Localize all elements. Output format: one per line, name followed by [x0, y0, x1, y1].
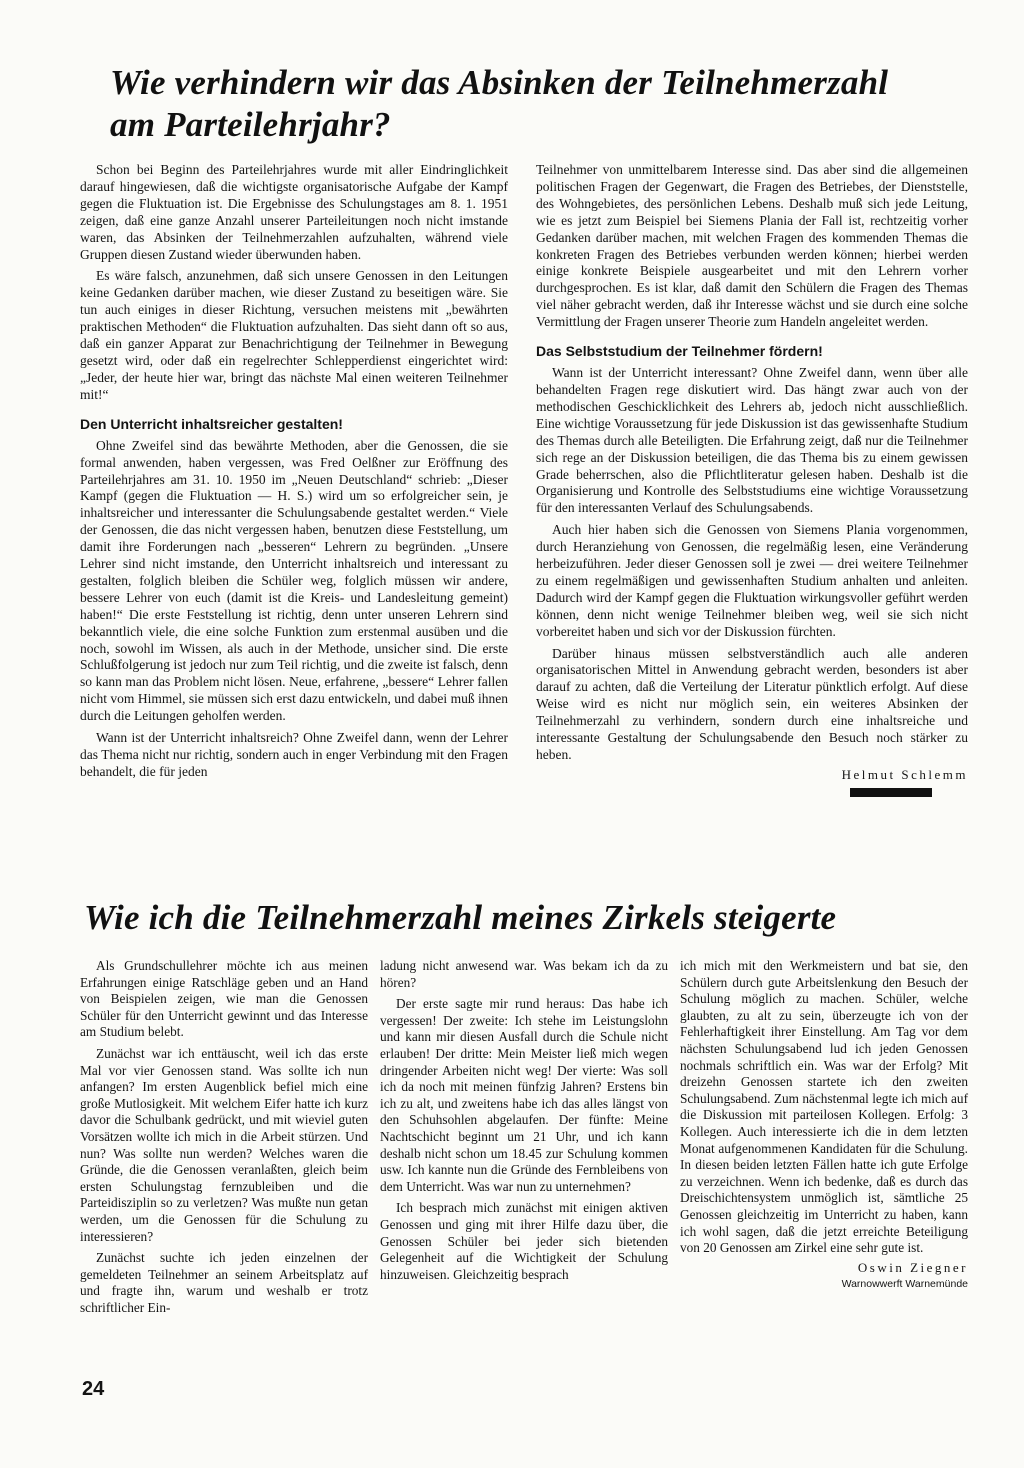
- paragraph: Der erste sagte mir rund heraus: Das habe ich vergessen! Der zweite: Ich stehe im Leistungslohn und kann mir diesen Ausfall durch die Schule nicht erlauben! Der dritte: Mein Meister ließ mich wegen dringender Arbeiten nicht weg! Der vierte: Was soll ich da noch mit meinen fünfzig Jahren? Erstens bin ich zu alt, und zweitens habe ich das alles längst von den Schuhsohlen abgelaufen. Der fünfte: Meine Nachtschicht beginnt um 21 Uhr, und ich kann deshalb nicht schon um 18.45 zur Schulung kommen usw. Ich kannte nun die Gründe des Fernbleibens von dem Unterricht. Was war nun zu unternehmen?: [380, 996, 668, 1194]
- paragraph: Ohne Zweifel sind das bewährte Methoden, aber die Genossen, die sie formal anwenden, haben vergessen, was Fred Oelßner zur Eröffnung des Parteilehrjahres am 31. 10. 1950 im „Neuen Deutschland“ schrieb: „Dieser Kampf (gegen die Fluktuation — H. S.) wird um so erfolgreicher sein, je inhaltsreicher und interessanter die Schulungsabende gestaltet werden.“ Viele der Genossen, die das nicht vergessen haben, benutzen diese Feststellung, um damit ihre Forderungen nach „besseren“ Lehrern zu begründen. „Unsere Lehrer sind nicht imstande, den Unterricht inhaltsreich und interessant zu gestalten, folglich bleiben die Schüler weg, folglich müssen wir andere, bessere Lehrer von euch (damit ist die Kreis- und Landesleitung gemeint) haben!“ Die erste Feststellung ist richtig, denn unter unseren Lehrern sind bekanntlich viele, die eine solche Funktion zum erstenmal ausüben und die noch, sowohl im Wissen, als auch in der Methode, unsicher sind. Die erste Schlußfolgerung ist jedoch nur zum Teil richtig, und die zweite ist falsch, denn so kann man das Problem nicht lösen. Neue, erfahrene, „bessere“ Lehrer fallen nicht vom Himmel, sie müssen sich erst dazu entwickeln, und dabei muß ihnen durch die Leitungen geholfen werden.: [80, 437, 508, 724]
- paragraph: Wann ist der Unterricht interessant? Ohne Zweifel dann, wenn über alle behandelten Fragen rege diskutiert wird. Das hängt zwar auch von der methodischen Geschicklichkeit des Lehrers ab, jedoch nicht ausschließlich. Eine wichtige Voraussetzung für jede Diskussion ist das gewissenhafte Studium des Themas durch alle Beteiligten. Die Erfahrung zeigt, daß nur die Teilnehmer sich rege an der Diskussion beteiligen, die das Thema bis zu einem gewissen Grade beherrschen, also die Pflichtliteratur gelesen haben. Deshalb ist die Organisierung und Kontrolle des Selbststudiums eine wichtige Voraussetzung für den interessanten Verlauf des Schulungsabends.: [536, 365, 968, 516]
- paragraph: Als Grundschullehrer möchte ich aus meinen Erfahrungen einige Ratschläge geben und an Hand von Beispielen zeigen, wie man die Genossen Schüler für den Unterricht gewinnt und das Interesse am Studium belebt.: [80, 958, 368, 1040]
- paragraph: ladung nicht anwesend war. Was bekam ich da zu hören?: [380, 958, 668, 990]
- paragraph: Zunächst suchte ich jeden einzelnen der gemeldeten Teilnehmer an seinem Arbeitsplatz auf und fragte ihn, warum und weshalb er trotz schriftlicher Ein-: [80, 1250, 368, 1315]
- author-signature: Helmut Schlemm: [841, 766, 968, 782]
- paragraph: Teilnehmer von unmittelbarem Interesse sind. Das aber sind die allgemeinen politischen Fragen der Gegenwart, die Fragen des Betriebes, der Dienststelle, des Wohngebietes, des persönlichen Lebens. Deshalb muß sich jede Leitung, wie es jetzt zum Beispiel bei Siemens Plania der Fall ist, rechtzeitig vorher Gedanken darüber machen, mit welchen Fragen des kommenden Themas die konkreten Fragen des Betriebes verbunden werden können; hierbei werden einige konkrete Beispiele ausgearbeitet und mit den Lehrern vorher durchgesprochen. Es ist klar, daß damit den Schülern die Fragen des Themas viel näher gebracht werden, daß ihr Interesse wächst und sie durch eine solche Vermittlung der Fragen unserer Theorie zum Handeln angeleitet werden.: [536, 162, 968, 330]
- article2-column-1: [80, 958, 368, 1321]
- paragraph: Auch hier haben sich die Genossen von Siemens Plania vorgenommen, durch Heranziehung von Genossen, die regelmäßig lesen, eine Veränderung herbeizuführen. Jeder dieser Genossen soll je zwei — drei weitere Teilnehmer zu einem regelmäßigen und gewissenhaften Studium anhalten und anleiten. Dadurch wird der Kampf gegen die Fluktuation wirkungsvoller geführt werden können, denn nicht wenige Teilnehmer bleiben weg, weil sie sich nicht vorbereitet haben und sich vor der Diskussion fürchten.: [536, 522, 968, 639]
- page-number: 24: [82, 1378, 105, 1400]
- paragraph: Schon bei Beginn des Parteilehrjahres wurde mit aller Eindringlichkeit darauf hingewiesen, daß die wichtigste organisatorische Aufgabe der Kampf gegen die Fluktuation ist. Die Ergebnisse des Schulungstages am 8. 1. 1951 zeigen, daß eine ganze Anzahl unserer Parteileitungen noch nicht imstande waren, das Absinken der Teilnehmerzahlen aufzuhalten, während viele Gruppen diesen Zustand wieder überwunden haben.: [80, 162, 508, 262]
- section-heading: Das Selbststudium der Teilnehmer fördern!: [536, 343, 823, 360]
- paragraph: ich mich mit den Werkmeistern und bat sie, den Schülern durch gute Arbeitslenkung den Besuch der Schulung möglich zu machen. Schüler, welche glaubten, zu alt zu sein, überzeugte ich von der Fehlerhaftigkeit ihrer Einstellung. Am Tag vor dem nächsten Schulungsabend lud ich jeden Genossen nochmals schriftlich ein. Was war der Erfolg? Mit dreizehn Genossen startete ich den zweiten Schulungsabend. Zum nächstenmal legte ich mich auf die Diskussion mit parteilosen Kollegen. Erfolg: 3 Kollegen. Auch interessierte ich die in dem letzten Monat aufgenommenen Kandidaten für die Schulung. In diesen beiden letzten Fällen hatte ich gute Erfolge zu verzeichnen. Wenn ich bedenke, daß es durch das Dreischichtensystem unmöglich ist, sämtliche 25 Genossen gleichzeitig im Unterricht zu haben, kann ich wohl sagen, daß die jetzt erreichte Beteiligung von 20 Genossen am Zirkel eine sehr gute ist.: [680, 958, 968, 1256]
- article2-column-2: [380, 958, 668, 1288]
- article2-title: Wie ich die Teilnehmerzahl meines Zirkels steigerte: [84, 898, 837, 937]
- redaction-mark: [850, 788, 932, 797]
- paragraph: Darüber hinaus müssen selbstverständlich auch alle anderen organisatorischen Mittel in Anwendung gebracht werden, besonders ist aber darauf zu achten, daß die Verteilung der Literatur pünktlich erfolgt. Auf diese Weise wird es nicht nur möglich sein, ein weiteres Absinken der Teilnehmerzahl zu verhindern, sondern durch eine inhaltsreiche und interessante Gestaltung der Schulungsabende den Besuch noch stärker zu heben.: [536, 645, 968, 762]
- author-location: Warnowwerft Warnemünde: [841, 1278, 968, 1291]
- paragraph: Wann ist der Unterricht inhaltsreich? Ohne Zweifel dann, wenn der Lehrer das Thema nicht nur richtig, sondern auch in enger Verbindung mit den Fragen behandelt, die für jeden: [80, 730, 508, 779]
- article1-title: [110, 62, 930, 146]
- article2-column-3: [680, 958, 968, 1293]
- paragraph: Ich besprach mich zunächst mit einigen aktiven Genossen und ging mit ihrer Hilfe dazu über, die Genossen Schüler bei jeder sich bietenden Gelegenheit auf die Wichtigkeit der Schulung hinzuweisen. Gleichzeitig besprach: [380, 1200, 668, 1282]
- article1-column-2: [536, 162, 968, 802]
- article1-title-line1: Wie verhindern wir das Absinken der Teilnehmerzahl: [110, 63, 889, 102]
- article1-column-1: [80, 162, 508, 786]
- paragraph: Es wäre falsch, anzunehmen, daß sich unsere Genossen in den Leitungen keine Gedanken darüber machen, wie dieser Zustand zu beseitigen wäre. Sie tun auch einiges in dieser Richtung, versuchen meistens mit „bewährten praktischen Methoden“ die Fluktuation aufzuhalten. Das sieht dann oft so aus, daß ein ganzer Apparat zur Benachrichtigung der Teilnehmer in Bewegung gesetzt wird, oder daß ein regelrechter Schlepperdienst eingerichtet wird: „Jeder, der heute hier war, bringt das nächste Mal einen weiteren Teilnehmer mit!“: [80, 268, 508, 402]
- section-heading: Den Unterricht inhaltsreicher gestalten!: [80, 415, 343, 432]
- paragraph: Zunächst war ich enttäuscht, weil ich das erste Mal vor vier Genossen stand. Was sollte ich nun anfangen? Im ersten Augenblick befiel mich eine große Mutlosigkeit. Mit welchem Eifer hatte ich kurz davor die Schulbank gedrückt, und mit wieviel guten Vorsätzen wollte ich mich in die Arbeit stürzen. Und nun? Was sollte nun werden? Welches waren die Gründe, die die Genossen veranlaßten, gleich beim ersten Schulungstag fernzubleiben und die Parteidisziplin so zu verletzen? Was mußte nun getan werden, um die Genossen für die Schulung zu interessieren?: [80, 1045, 368, 1244]
- author-signature: Oswin Ziegner: [857, 1259, 968, 1275]
- article1-title-line2: am Parteilehrjahr?: [110, 105, 391, 144]
